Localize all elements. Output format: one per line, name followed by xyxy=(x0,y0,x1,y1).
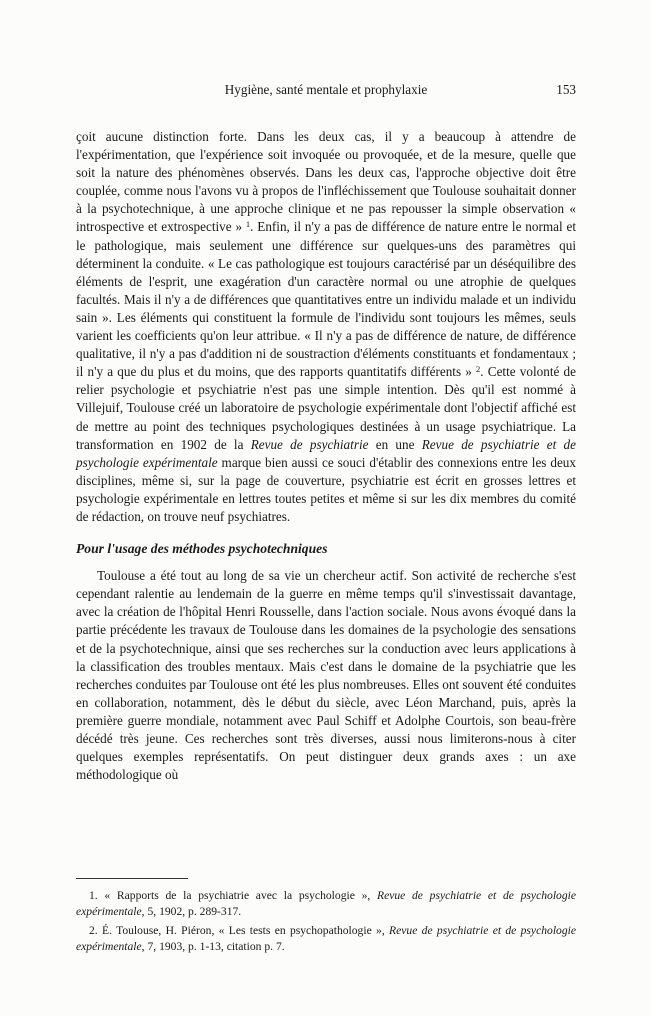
text-run: . Cette volonté de relier psychologie et psychiatrie n'est pas une simple intention. Dès qu'il est nommé à Villejuif, Toulouse créé un laboratoire de psychologie expérimentale dont l'objectif affiché est de mettre au point des techniques psychologiques destinées à un usage psychiatrique. La transformation en 1902 de la xyxy=(76,364,576,452)
text-run: Toulouse a été tout au long de sa vie un chercheur actif. Son activité de recherche s'est cependant ralentie au lendemain de la guerre en même temps qu'il s'investissait davantage, avec la création de l'hôpital Henri Rousselle, dans l'action sociale. Nous avons évoqué dans la partie précédente les travaux de Toulouse dans les domaines de la psychologie des sensations et de la psychotechnique, ainsi que ses recherches sur la conduction avec leurs applications à la classification des troubles mentaux. Mais c'est dans le domaine de la psychiatrie que les recherches conduites par Toulouse ont été les plus nombreuses. Elles ont souvent été conduites en collaboration, notamment, dès le début du siècle, avec Léon Marchand, puis, après la première guerre mondiale, notamment avec Paul Schiff et Adolphe Courtois, son beau-frère décédé très jeune. Ces recherches sont très diverses, aussi nous limiterons-nous à citer quelques exemples représentatifs. On peut distinguer deux grands axes : un axe méthodologique où xyxy=(76,568,576,783)
running-header-title: Hygiène, santé mentale et prophylaxie xyxy=(224,82,428,97)
italic-run: Revue de psychiatrie et de psychologie expérimentale xyxy=(76,436,576,470)
italic-run: Revue de psychiatrie xyxy=(250,436,369,452)
text-run: , 5, 1902, p. 289-317. xyxy=(141,904,242,918)
italic-run: Revue de psychiatrie et de psychologie expérimentale xyxy=(76,889,577,918)
footnotes xyxy=(76,878,576,958)
text-run: 2. É. Toulouse, H. Piéron, « Les tests en psychopathologie », xyxy=(89,924,390,938)
footnote-separator xyxy=(76,878,188,879)
body-paragraph-2 xyxy=(76,567,576,784)
footnote-marker: 2 xyxy=(476,364,481,375)
text-run: . Enfin, il n'y a pas de différence de nature entre le normal et le pathologique, mais seulement une différence sur quelques-uns des paramètres qui déterminent la conduite. « Le cas pathologique est toujours caractérisé par un déséquilibre des éléments de l'esprit, une exagération d'un caractère normal ou une atrophie de quelques facultés. Mais il n'y a de différences que quantitatives entre un individu malade et un individu sain ». Les éléments qui constituent la formule de l'individu sont toujours les mêmes, seuls varient les coefficients qu'on leur attribue. « Il n'y a pas de différence de nature, de différence qualitative, il n'y a pas d'addition ni de soustraction d'éléments constituants et fondamentaux ; il n'y a que du plus et du moins, que des rapports quantitatifs différents » xyxy=(76,219,576,380)
text-run: , 7, 1903, p. 1-13, citation p. 7. xyxy=(141,939,285,953)
text-run: 1. « Rapports de la psychiatrie avec la psychologie », xyxy=(89,889,377,903)
footnote-2 xyxy=(76,923,576,954)
text-run: en une xyxy=(368,436,422,452)
body-paragraph-1 xyxy=(76,128,576,526)
page-number: 153 xyxy=(556,82,576,97)
italic-run: Revue de psychiatrie et de psychologie expérimentale xyxy=(76,924,576,953)
section-heading: Pour l'usage des méthodes psychotechniques xyxy=(76,541,328,557)
text-run: çoit aucune distinction forte. Dans les deux cas, il y a beaucoup à attendre de l'expérimentation, que l'expérience soit invoquée ou provoquée, et de la mesure, quelle que soit la nature des phénomènes observés. Dans les deux cas, l'approche objective doit être couplée, comme nous l'avons vu à propos de l'infléchissement que Toulouse souhaitait donner à la psychotechnique, à une approche clinique et ne pas repousser la simple observation « introspective et extrospective » xyxy=(76,129,576,235)
text-run: marque bien aussi ce souci d'établir des connexions entre les deux disciplines, même si, sur la page de couverture, psychiatrie est écrit en grosses lettres et psychologie expérimentale en lettres toutes petites et même si sur les dix membres du comité de rédaction, on trouve neuf psychiatres. xyxy=(76,454,576,524)
running-header xyxy=(76,82,576,98)
page-body xyxy=(76,128,576,784)
footnote-1 xyxy=(76,888,576,919)
footnote-marker: 1 xyxy=(245,219,251,230)
